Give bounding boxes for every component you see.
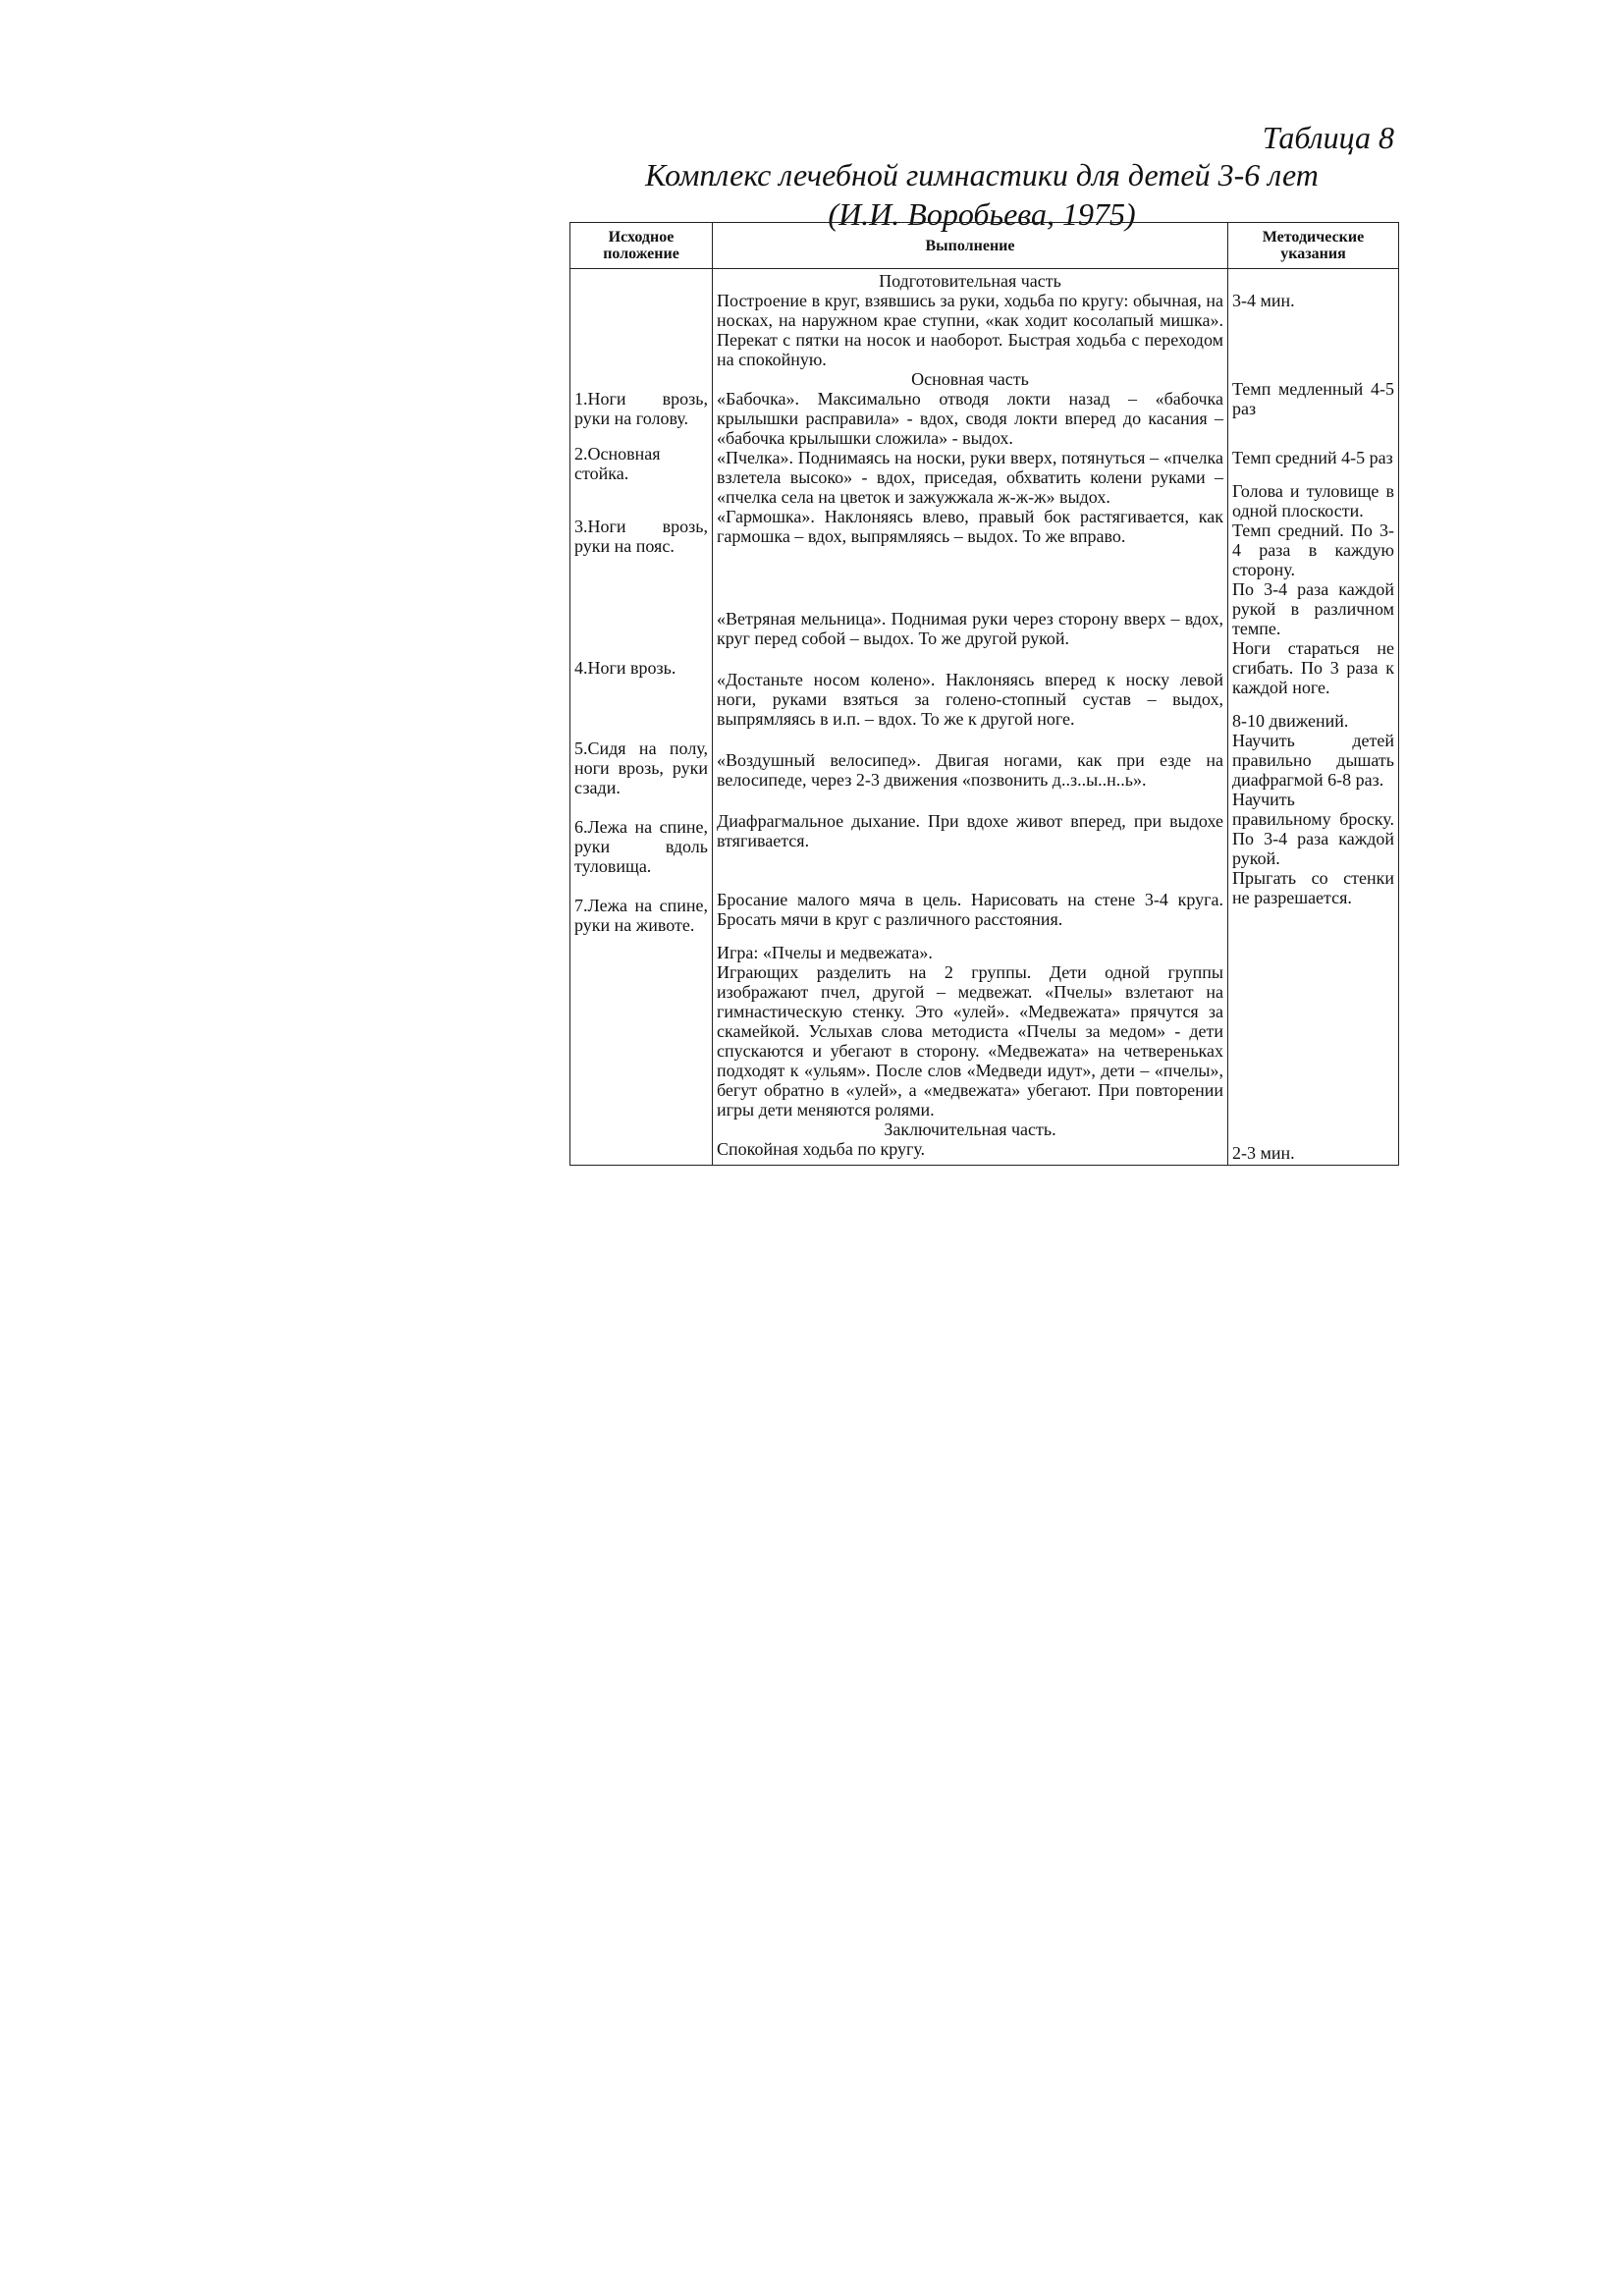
exercise-windmill: «Ветряная мельница». Поднимая руки через сторону вверх – вдох, круг перед собой – выдох. То же другой рукой. [717,609,1223,648]
section-preparatory-title: Подготовительная часть [879,271,1061,291]
guideline-11: Прыгать со стенки не разрешается. [1232,868,1394,907]
exercise-diaphragm-breathing: Диафрагмальное дыхание. При вдохе живот вперед, при выдохе втягивается. [717,811,1223,850]
exercise-table [569,222,1399,1166]
guideline-2: Темп медленный 4-5 раз [1232,379,1394,418]
title-line-2: (И.И. Воробьева, 1975) [828,196,1136,232]
cell-initial-positions [570,269,713,1166]
title-line-1: Комплекс лечебной гимнастики для детей 3-6 лет [645,157,1319,192]
position-2: 2.Основная стойка. [574,444,661,483]
position-3: 3.Ноги врозь, руки на пояс. [574,517,708,556]
header-initial-position [570,223,713,269]
guideline-12: 2-3 мин. [1232,1143,1295,1163]
header-text: Методические [1262,229,1365,246]
table-header-row [570,223,1399,269]
guideline-10: Научить правильному броску. По 3-4 раза каждой рукой. [1232,790,1394,868]
header-guidelines [1228,223,1399,269]
game-title: Игра: «Пчелы и медвежата». [717,943,933,962]
table-number: Таблица 8 [1262,120,1394,155]
guideline-4: Голова и туловище в одной плоскости. [1232,481,1394,520]
exercise-accordion: «Гармошка». Наклоняясь влево, правый бок растягивается, как гармошка – вдох, выпрямляясь – выдох. То же вправо. [717,507,1223,546]
final-text: Спокойная ходьба по кругу. [717,1139,926,1159]
position-4: 4.Ноги врозь. [574,658,676,678]
guideline-8: 8-10 движений. [1232,711,1349,731]
header-text: указания [1280,246,1346,262]
guideline-7: Ноги стараться не сгибать. По 3 раза к каждой ноге. [1232,638,1394,697]
guideline-6: По 3-4 раза каждой рукой в различном темпе. [1232,579,1394,638]
section-final-title: Заключительная часть. [884,1120,1056,1139]
game-text: Играющих разделить на 2 группы. Дети одной группы изображают пчел, другой – медвежат. «Пчелы» взлетают на гимнастическую стенку. Это «улей». «Медвежата» прячутся за скамейкой. Услыхав слова методиста «Пчелы за медом» - дети спускаются и убегают в сторону. «Медвежата» на четвереньках подходят к «ульям». После слов «Медведи идут», дети – «пчелы», бегут обратно в «улей», а «медвежата» убегают. При повторении игры дети меняются ролями. [717,962,1223,1120]
exercise-bee: «Пчелка». Поднимаясь на носки, руки вверх, потянуться – «пчелка взлетела высоко» - вдох, приседая, обхватить колени руками – «пчелка села на цветок и зажужжала ж-ж-ж» выдох. [717,448,1223,507]
cell-execution [713,269,1228,1166]
position-7: 7.Лежа на спине, руки на животе. [574,896,708,935]
guideline-1: 3-4 мин. [1232,291,1295,310]
exercise-nose-knee: «Достаньте носом колено». Наклоняясь вперед к носку левой ноги, руками взяться за голено-стопный сустав – выдох, выпрямляясь в и.п. – вдох. То же к другой ноге. [717,670,1223,729]
position-6: 6.Лежа на спине, руки вдоль туловища. [574,817,708,876]
position-5: 5.Сидя на полу, ноги врозь, руки сзади. [574,738,708,797]
exercise-ball-throw: Бросание малого мяча в цель. Нарисовать на стене 3-4 круга. Бросать мячи в круг с различного расстояния. [717,890,1223,929]
preparatory-text: Построение в круг, взявшись за руки, ходьба по кругу: обычная, на носках, на наружном крае ступни, «как ходит косолапый мишка». Перекат с пятки на носок и наоборот. Быстрая ходьба с переходом на спокойную. [717,291,1223,369]
table-row [570,269,1399,1166]
cell-guidelines [1228,269,1399,1166]
position-1: 1.Ноги врозь, руки на голову. [574,389,708,428]
exercise-butterfly: «Бабочка». Максимально отводя локти назад – «бабочка крылышки расправила» - вдох, сводя локти вперед до касания – «бабочка крылышки сложила» - выдох. [717,389,1223,448]
header-text: Исходное [608,229,675,246]
exercise-air-bicycle: «Воздушный велосипед». Двигая ногами, как при езде на велосипеде, через 2-3 движения «позвонить д..з..ы..н..ь». [717,750,1223,790]
section-main-title: Основная часть [911,369,1029,389]
guideline-3: Темп средний 4-5 раз [1232,448,1393,467]
header-execution [713,223,1228,269]
header-text: положение [603,246,679,262]
header-text: Выполнение [925,237,1015,254]
guideline-5: Темп средний. По 3-4 раза в каждую сторону. [1232,520,1394,579]
guideline-9: Научить детей правильно дышать диафрагмой 6-8 раз. [1232,731,1394,790]
